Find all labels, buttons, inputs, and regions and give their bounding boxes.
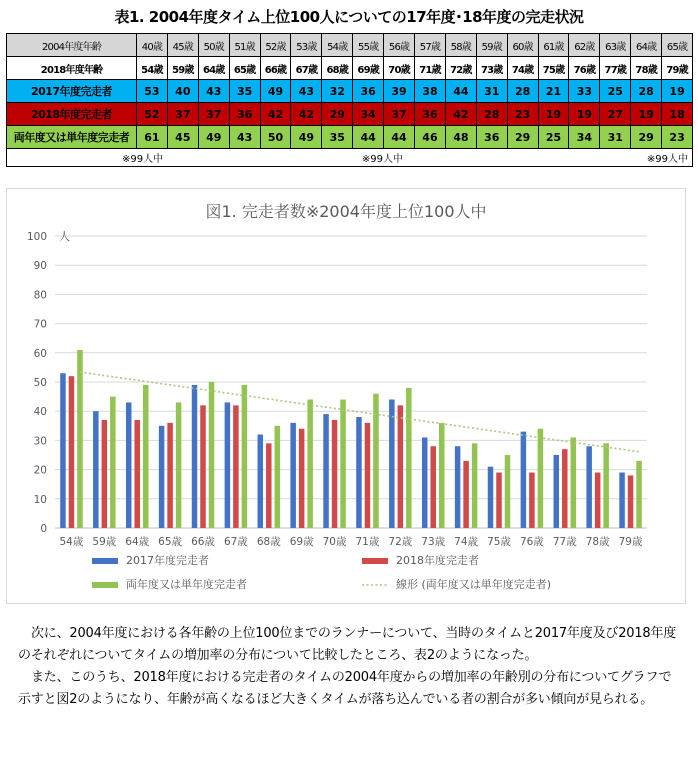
bar-2017 <box>225 402 231 528</box>
table-cell: 51歳 <box>229 34 260 57</box>
bar-2017 <box>258 435 264 528</box>
table-cell: 63歳 <box>600 34 631 57</box>
table-cell: 29 <box>631 126 662 149</box>
table-cell: 35 <box>322 126 353 149</box>
table-cell: 40歳 <box>137 34 168 57</box>
note-text: ※99人中 <box>538 149 692 167</box>
y-tick-label: 70 <box>33 318 47 331</box>
table-cell: 36 <box>415 103 446 126</box>
bar-2017 <box>488 467 494 528</box>
table-cell: 44 <box>353 126 384 149</box>
bar-either <box>340 400 346 528</box>
y-tick-label: 50 <box>33 377 47 389</box>
y-tick-label: 80 <box>33 289 47 302</box>
bar-2018 <box>562 449 568 528</box>
table-cell: 37 <box>198 103 229 126</box>
x-tick-label: 77歳 <box>552 536 577 548</box>
table-cell: 70歳 <box>384 57 415 80</box>
x-tick-label: 65歳 <box>158 536 183 548</box>
note-text: ※99人中 <box>322 149 538 167</box>
table-cell: 56歳 <box>384 34 415 57</box>
table-cell: 44 <box>445 80 476 103</box>
table-cell: 59歳 <box>167 57 198 80</box>
table-cell: 36 <box>476 126 507 149</box>
table-cell: 38 <box>415 80 446 103</box>
bar-either <box>406 388 412 528</box>
table-cell: 39 <box>384 80 415 103</box>
table-cell: 64歳 <box>631 34 662 57</box>
table-cell: 42 <box>445 103 476 126</box>
y-tick-label: 0 <box>40 523 47 535</box>
table-cell: 19 <box>538 103 569 126</box>
table-cell: 49 <box>198 126 229 149</box>
table-cell: 66歳 <box>260 57 291 80</box>
paragraph-2: また、このうち、2018年度における完走者のタイムの2004年度からの増加率の年齢別の分布についてグラフで示すと図2のようになり、年齢が高くなるほど大きくタイムが落ち込んでいる者の割合が多い傾向が見られる。 <box>18 670 672 707</box>
bar-2018 <box>233 405 239 528</box>
y-tick-label: 20 <box>33 464 47 477</box>
x-tick-label: 76歳 <box>519 536 544 548</box>
x-tick-label: 73歳 <box>421 536 446 548</box>
bar-either <box>242 385 248 528</box>
x-tick-label: 70歳 <box>322 536 347 548</box>
table-cell: 49 <box>260 80 291 103</box>
x-tick-label: 75歳 <box>487 536 511 548</box>
bar-2018 <box>102 420 108 528</box>
table-cell: 76歳 <box>569 57 600 80</box>
table-cell: 74歳 <box>507 57 538 80</box>
bar-either <box>143 385 149 528</box>
bar-2017 <box>619 473 625 528</box>
table-cell: 28 <box>476 103 507 126</box>
table-cell: 68歳 <box>322 57 353 80</box>
table-cell: 58歳 <box>445 34 476 57</box>
bar-2018 <box>299 429 305 528</box>
x-tick-label: 71歳 <box>355 536 380 548</box>
row-label: 2018年度年齢 <box>7 57 137 80</box>
y-axis-unit: 人 <box>59 230 70 243</box>
table-cell: 19 <box>569 103 600 126</box>
bar-either <box>77 350 83 528</box>
bar-either <box>603 443 609 528</box>
y-tick-label: 30 <box>33 435 47 448</box>
table-cell: 69歳 <box>353 57 384 80</box>
bar-either <box>472 443 478 528</box>
table-cell: 55歳 <box>353 34 384 57</box>
row-label: 両年度又は単年度完走者 <box>7 126 137 149</box>
bar-2018 <box>266 443 272 528</box>
table-cell: 37 <box>167 103 198 126</box>
x-tick-label: 74歳 <box>454 536 479 548</box>
bar-2018 <box>430 446 436 528</box>
table-cell: 34 <box>569 126 600 149</box>
y-tick-label: 90 <box>33 260 47 273</box>
bar-either <box>439 423 445 528</box>
bar-2017 <box>389 400 395 528</box>
table-cell: 45 <box>167 126 198 149</box>
table-cell: 46 <box>415 126 446 149</box>
x-tick-label: 64歳 <box>125 536 150 548</box>
table-cell: 73歳 <box>476 57 507 80</box>
table-cell: 36 <box>229 103 260 126</box>
table-cell: 50歳 <box>198 34 229 57</box>
chart-container <box>6 188 686 604</box>
table-cell: 28 <box>507 80 538 103</box>
legend-either-swatch <box>92 582 118 588</box>
table-cell: 37 <box>384 103 415 126</box>
table-cell: 49 <box>291 126 322 149</box>
bar-either <box>307 400 313 528</box>
table-cell: 18 <box>662 103 693 126</box>
table-cell: 19 <box>631 103 662 126</box>
table-cell: 60歳 <box>507 34 538 57</box>
y-tick-label: 60 <box>33 347 47 360</box>
table-cell: 43 <box>229 126 260 149</box>
table-cell: 35 <box>229 80 260 103</box>
table-cell: 54歳 <box>322 34 353 57</box>
table-cell: 61 <box>137 126 168 149</box>
table-cell: 67歳 <box>291 57 322 80</box>
table-cell: 40 <box>167 80 198 103</box>
bar-either <box>505 455 511 528</box>
bar-2018 <box>496 473 502 528</box>
bar-either <box>538 429 544 528</box>
legend-2018-swatch <box>362 558 388 564</box>
table-cell: 42 <box>260 103 291 126</box>
bar-2017 <box>422 437 428 528</box>
bar-2017 <box>356 417 362 528</box>
table-cell: 71歳 <box>415 57 446 80</box>
row-label: 2017年度完走者 <box>7 80 137 103</box>
table-cell: 57歳 <box>415 34 446 57</box>
x-tick-label: 78歳 <box>585 536 610 548</box>
bar-either <box>209 382 215 528</box>
table-title: 表1. 2004年度タイム上位100人についての17年度･18年度の完走状況 <box>114 8 584 26</box>
table-cell: 61歳 <box>538 34 569 57</box>
x-tick-label: 68歳 <box>256 536 281 548</box>
table-cell: 31 <box>476 80 507 103</box>
bar-2017 <box>290 423 296 528</box>
legend-either-label: 両年度又は単年度完走者 <box>126 578 247 591</box>
table-cell: 23 <box>507 103 538 126</box>
bar-2017 <box>455 446 461 528</box>
table-cell: 29 <box>507 126 538 149</box>
bar-2017 <box>126 402 132 528</box>
table-cell: 21 <box>538 80 569 103</box>
note-text: ※99人中 <box>7 149 322 167</box>
table-cell: 45歳 <box>167 34 198 57</box>
table-cell: 75歳 <box>538 57 569 80</box>
table-cell: 23 <box>662 126 693 149</box>
x-tick-label: 54歳 <box>59 536 84 548</box>
table-cell: 78歳 <box>631 57 662 80</box>
bar-2018 <box>69 376 75 528</box>
bar-either <box>636 461 642 528</box>
table-cell: 64歳 <box>198 57 229 80</box>
bar-either <box>571 437 577 528</box>
table-cell: 53歳 <box>291 34 322 57</box>
bar-2018 <box>463 461 469 528</box>
x-tick-label: 59歳 <box>92 536 117 548</box>
body-text <box>18 623 682 711</box>
row-label: 2018年度完走者 <box>7 103 137 126</box>
table-cell: 65歳 <box>662 34 693 57</box>
table-cell: 52 <box>137 103 168 126</box>
x-tick-label: 67歳 <box>223 536 248 548</box>
table-cell: 28 <box>631 80 662 103</box>
table-cell: 79歳 <box>662 57 693 80</box>
table-cell: 62歳 <box>569 34 600 57</box>
bar-either <box>176 402 182 528</box>
bar-2018 <box>398 405 404 528</box>
y-tick-label: 40 <box>33 406 47 419</box>
bar-2018 <box>595 473 601 528</box>
legend-trend-label: 線形 (両年度又は単年度完走者) <box>396 578 552 591</box>
table-cell: 59歳 <box>476 34 507 57</box>
bar-2017 <box>60 373 66 528</box>
table-cell: 34 <box>353 103 384 126</box>
row-2017-finishers <box>7 80 693 103</box>
table-cell: 29 <box>322 103 353 126</box>
table-cell: 25 <box>600 80 631 103</box>
bar-2017 <box>159 426 165 528</box>
y-tick-label: 100 <box>26 231 47 243</box>
table-cell: 44 <box>384 126 415 149</box>
stats-table <box>6 33 693 167</box>
row-notes <box>7 149 693 167</box>
table-cell: 43 <box>291 80 322 103</box>
row-either-year-finishers <box>7 126 693 149</box>
bar-either <box>275 426 281 528</box>
table-cell: 54歳 <box>137 57 168 80</box>
table-cell: 25 <box>538 126 569 149</box>
legend-2017-swatch <box>92 558 118 564</box>
table-cell: 27 <box>600 103 631 126</box>
table-cell: 77歳 <box>600 57 631 80</box>
bar-2017 <box>192 385 198 528</box>
table-cell: 43 <box>198 80 229 103</box>
bar-2018 <box>200 405 206 528</box>
table-cell: 33 <box>569 80 600 103</box>
bar-2018 <box>332 420 338 528</box>
bar-2018 <box>365 423 371 528</box>
row-label: 2004年度年齢 <box>7 34 137 57</box>
table-cell: 19 <box>662 80 693 103</box>
table-cell: 32 <box>322 80 353 103</box>
table-cell: 72歳 <box>445 57 476 80</box>
x-tick-label: 79歳 <box>618 536 643 548</box>
legend-2018-label: 2018年度完走者 <box>396 554 479 567</box>
table-cell: 48 <box>445 126 476 149</box>
chart-title: 図1. 完走者数※2004年度上位100人中 <box>205 202 487 221</box>
bar-2017 <box>554 455 560 528</box>
legend-2017-label: 2017年度完走者 <box>126 554 209 567</box>
bar-either <box>110 397 116 528</box>
paragraph-1: 次に、2004年度における各年齢の上位100位までのランナーについて、当時のタイムと2017年度及び2018年度のそれぞれについてタイムの増加率の分布について比較したところ、表2のようになった。 <box>18 626 677 663</box>
table-cell: 50 <box>260 126 291 149</box>
table-cell: 42 <box>291 103 322 126</box>
table-cell: 53 <box>137 80 168 103</box>
row-2018-finishers <box>7 103 693 126</box>
table-cell: 65歳 <box>229 57 260 80</box>
bar-2017 <box>93 411 99 528</box>
bar-chart <box>7 189 685 603</box>
bar-2018 <box>529 473 535 528</box>
row-age-2018 <box>7 57 693 80</box>
x-tick-label: 72歳 <box>388 536 413 548</box>
bar-2018 <box>134 420 140 528</box>
y-tick-label: 10 <box>33 493 47 506</box>
table-cell: 36 <box>353 80 384 103</box>
bar-2018 <box>628 475 634 528</box>
x-tick-label: 66歳 <box>191 536 215 548</box>
x-tick-label: 69歳 <box>289 536 314 548</box>
table-cell: 52歳 <box>260 34 291 57</box>
bar-2018 <box>167 423 173 528</box>
bar-2017 <box>521 432 527 528</box>
bar-2017 <box>323 414 329 528</box>
table-cell: 31 <box>600 126 631 149</box>
row-age-2004 <box>7 34 693 57</box>
bar-2017 <box>586 446 592 528</box>
